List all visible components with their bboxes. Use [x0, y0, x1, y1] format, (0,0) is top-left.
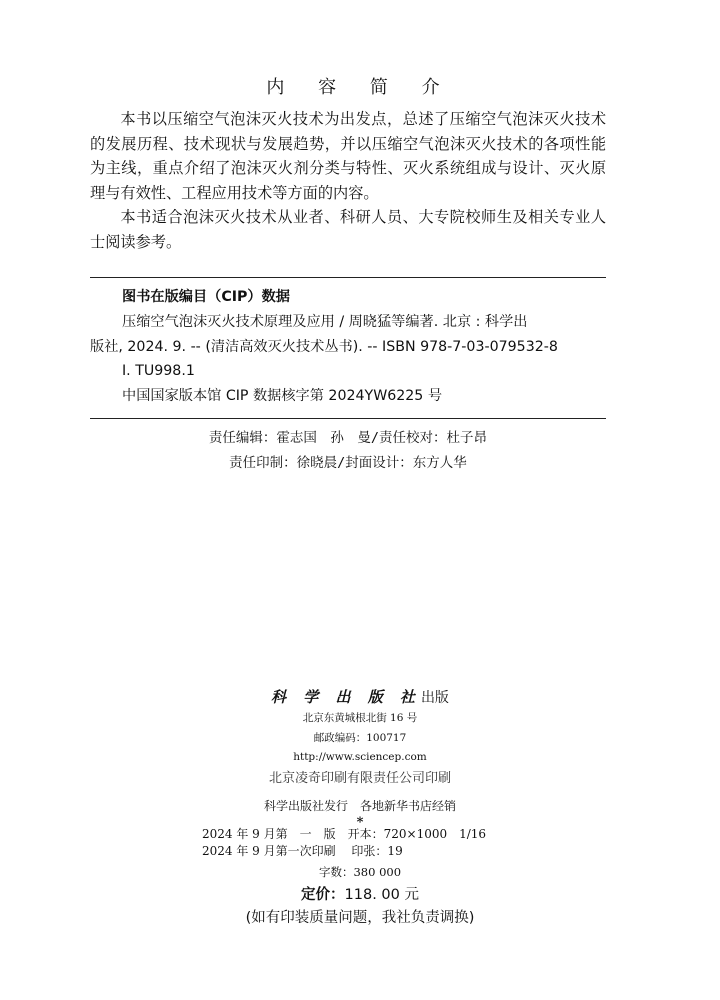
cip-top-rule	[90, 277, 606, 278]
cip-line-3: Ⅰ. TU998.1	[122, 363, 195, 380]
price-value: 118. 00 元	[344, 887, 419, 903]
edition-line-1: 2024 年 9 月第 一 版 开本：720×1000 1/16	[202, 827, 487, 841]
edition-block	[202, 826, 486, 860]
staff-line-1: 责任编辑：霍志国 孙 曼/责任校对：杜子昂	[208, 430, 488, 446]
word-count: 字数：380 000	[318, 865, 402, 879]
price-line	[0, 883, 720, 904]
publisher-name: 科 学 出 版 社	[271, 688, 421, 706]
staff-line-2: 责任印制：徐晓晨/封面设计：东方人华	[229, 455, 467, 471]
intro-paragraph-2: 本书适合泡沫灭火技术从业者、科研人员、大专院校师生及相关专业人士阅读参考。	[90, 208, 606, 251]
cip-line-1: 压缩空气泡沫灭火技术原理及应用 / 周晓猛等编著. 北京 : 科学出	[122, 313, 528, 330]
price-label: 定价：	[301, 887, 345, 903]
quality-note: (如有印装质量问题，我社负责调换)	[245, 910, 475, 926]
intro-text	[90, 107, 606, 254]
cip-block	[90, 285, 606, 409]
cip-bottom-rule	[90, 418, 606, 419]
staff-credits	[90, 426, 606, 476]
printer-name: 北京凌奇印刷有限责任公司印刷	[268, 770, 451, 786]
publisher-postcode: 邮政编码：100717	[313, 731, 407, 744]
publisher-suffix: 出版	[420, 690, 449, 706]
edition-line-2: 2024 年 9 月第一次印刷 印张：19	[202, 844, 403, 858]
intro-paragraph-1: 本书以压缩空气泡沫灭火技术为出发点，总述了压缩空气泡沫灭火技术的发展历程、技术现状与发展趋势，并以压缩空气泡沫灭火技术的各项性能为主线，重点介绍了泡沫灭火剂分类与特性、灭火系统组成与设计、灭火原理与有效性、工程应用技术等方面的内容。	[90, 110, 606, 202]
cip-line-4: 中国国家版本馆 CIP 数据核字第 2024YW6225 号	[122, 388, 443, 405]
publisher-url: http://www.sciencep.com	[293, 751, 427, 763]
intro-title: 内 容 简 介	[266, 77, 454, 98]
publisher-block	[0, 686, 720, 828]
separator-star: *	[356, 814, 364, 830]
cip-heading: 图书在版编目（CIP）数据	[122, 289, 290, 305]
distribution-line: 科学出版社发行 各地新华书店经销	[263, 798, 456, 813]
publisher-address: 北京东黄城根北街 16 号	[302, 712, 418, 724]
cip-line-2: 版社, 2024. 9. -- (清洁高效灭火技术丛书). -- ISBN 978-7-03-079532-8	[90, 338, 558, 355]
publisher-line	[0, 686, 720, 709]
